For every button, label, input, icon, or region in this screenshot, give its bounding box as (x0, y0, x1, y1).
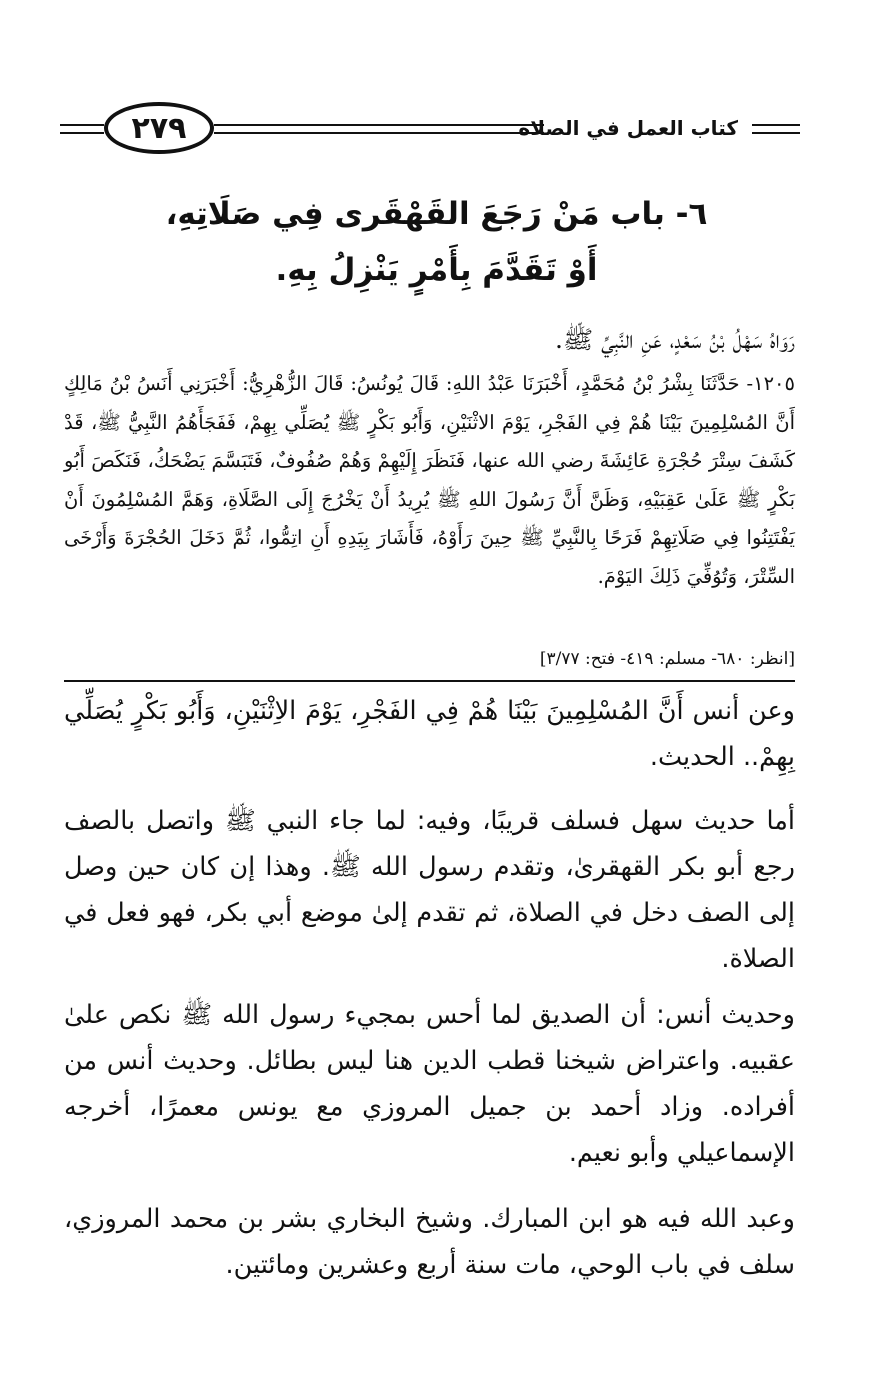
book-title: كتاب العمل في الصلاة (518, 116, 738, 140)
header-rule-middle-2 (214, 132, 544, 134)
commentary-paragraph-2: أما حديث سهل فسلف قريبًا، وفيه: لما جاء النبي ﷺ واتصل بالصف رجع أبو بكر القهقرىٰ، وتقدم رسول الله ﷺ. وهذا إن كان حين وصل إلى الصف دخل في الصلاة، ثم تقدم إلىٰ موضع أبي بكر، فهو فعل في الصلاة. (64, 806, 795, 974)
commentary-paragraph-1: وعن أنس أَنَّ المُسْلِمِينَ بَيْنَا هُمْ فِي الفَجْرِ، يَوْمَ الاِثْنَيْنِ، وَأَبُو بَكْرٍ يُصَلِّي بِهِمْ.. الحديث. (64, 696, 795, 772)
header-rule-left-2 (60, 132, 104, 134)
page-number: ٢٧٩ (104, 102, 214, 154)
chapter-title-line-1: ٦- باب مَنْ رَجَعَ القَهْقَرى فِي صَلَاتِهِ، (165, 196, 708, 232)
header-rule-right-2 (752, 132, 800, 134)
narration-line: رَوَاهُ سَهْلُ بْنُ سَعْدٍ، عَنِ النَّبِيِّ ﷺ. (555, 325, 795, 354)
hadith-text: ١٢٠٥- حَدَّثَنَا بِشْرُ بْنُ مُحَمَّدٍ، أَخْبَرَنَا عَبْدُ اللهِ: قَالَ يُونُسُ: قَالَ الزُّهْرِيُّ: أَخْبَرَنِي أَنَسُ بْنُ مَالِكٍ أَنَّ المُسْلِمِينَ بَيْنَا هُمْ فِي الفَجْرِ، يَوْمَ الاثْنَيْنِ، وَأَبُو بَكْرٍ ﷺ يُصَلِّي بِهِمْ، فَفَجَأَهُمُ النَّبِيُّ ﷺ، قَدْ كَشَفَ سِتْرَ حُجْرَةِ عَائِشَةَ رضي الله عنها، فَنَظَرَ إِلَيْهِمْ وَهُمْ صُفُوفٌ، فَتَبَسَّمَ يَضْحَكُ، فَنَكَصَ أَبُو بَكْرٍ ﷺ عَلَىٰ عَقِبَيْهِ، وَظَنَّ أَنَّ رَسُولَ اللهِ ﷺ يُرِيدُ أَنْ يَخْرُجَ إِلَى الصَّلَاةِ، وَهَمَّ المُسْلِمُونَ أَنْ يَفْتَتِنُوا فِي صَلَاتِهِمْ فَرَحًا بِالنَّبِيِّ ﷺ حِينَ رَأَوْهُ، فَأَشَارَ بِيَدِهِ أَنِ اتِمُّوا، ثُمَّ دَخَلَ الحُجْرَةَ وَأَرْخَى السِّتْرَ، وَتُوُفِّيَ ذَلِكَ اليَوْمَ. (64, 372, 795, 588)
hadith-references: [انظر: ٦٨٠- مسلم: ٤١٩- فتح: ٣/٧٧] (539, 649, 795, 669)
header-rule-right (752, 124, 800, 126)
header-rule-middle (214, 124, 544, 126)
commentary-paragraph-3: وحديث أنس: أن الصديق لما أحس بمجيء رسول الله ﷺ نكص علىٰ عقبيه. واعتراض شيخنا قطب الدين هنا ليس بطائل. وحديث أنس من أفراده. وزاد أحمد بن جميل المروزي مع يونس معمرًا، أخرجه الإسماعيلي وأبو نعيم. (64, 1000, 795, 1168)
header-rule-left (60, 124, 104, 126)
chapter-title-line-2: أَوْ تَقَدَّمَ بِأَمْرٍ يَنْزِلُ بِهِ. (275, 252, 598, 288)
section-divider (64, 680, 795, 682)
chapter-title (60, 186, 813, 298)
commentary-paragraph-4: وعبد الله فيه هو ابن المبارك. وشيخ البخاري بشر بن محمد المروزي، سلف في باب الوحي، مات سنة أربع وعشرين ومائتين. (64, 1204, 795, 1280)
page-header (60, 102, 800, 164)
